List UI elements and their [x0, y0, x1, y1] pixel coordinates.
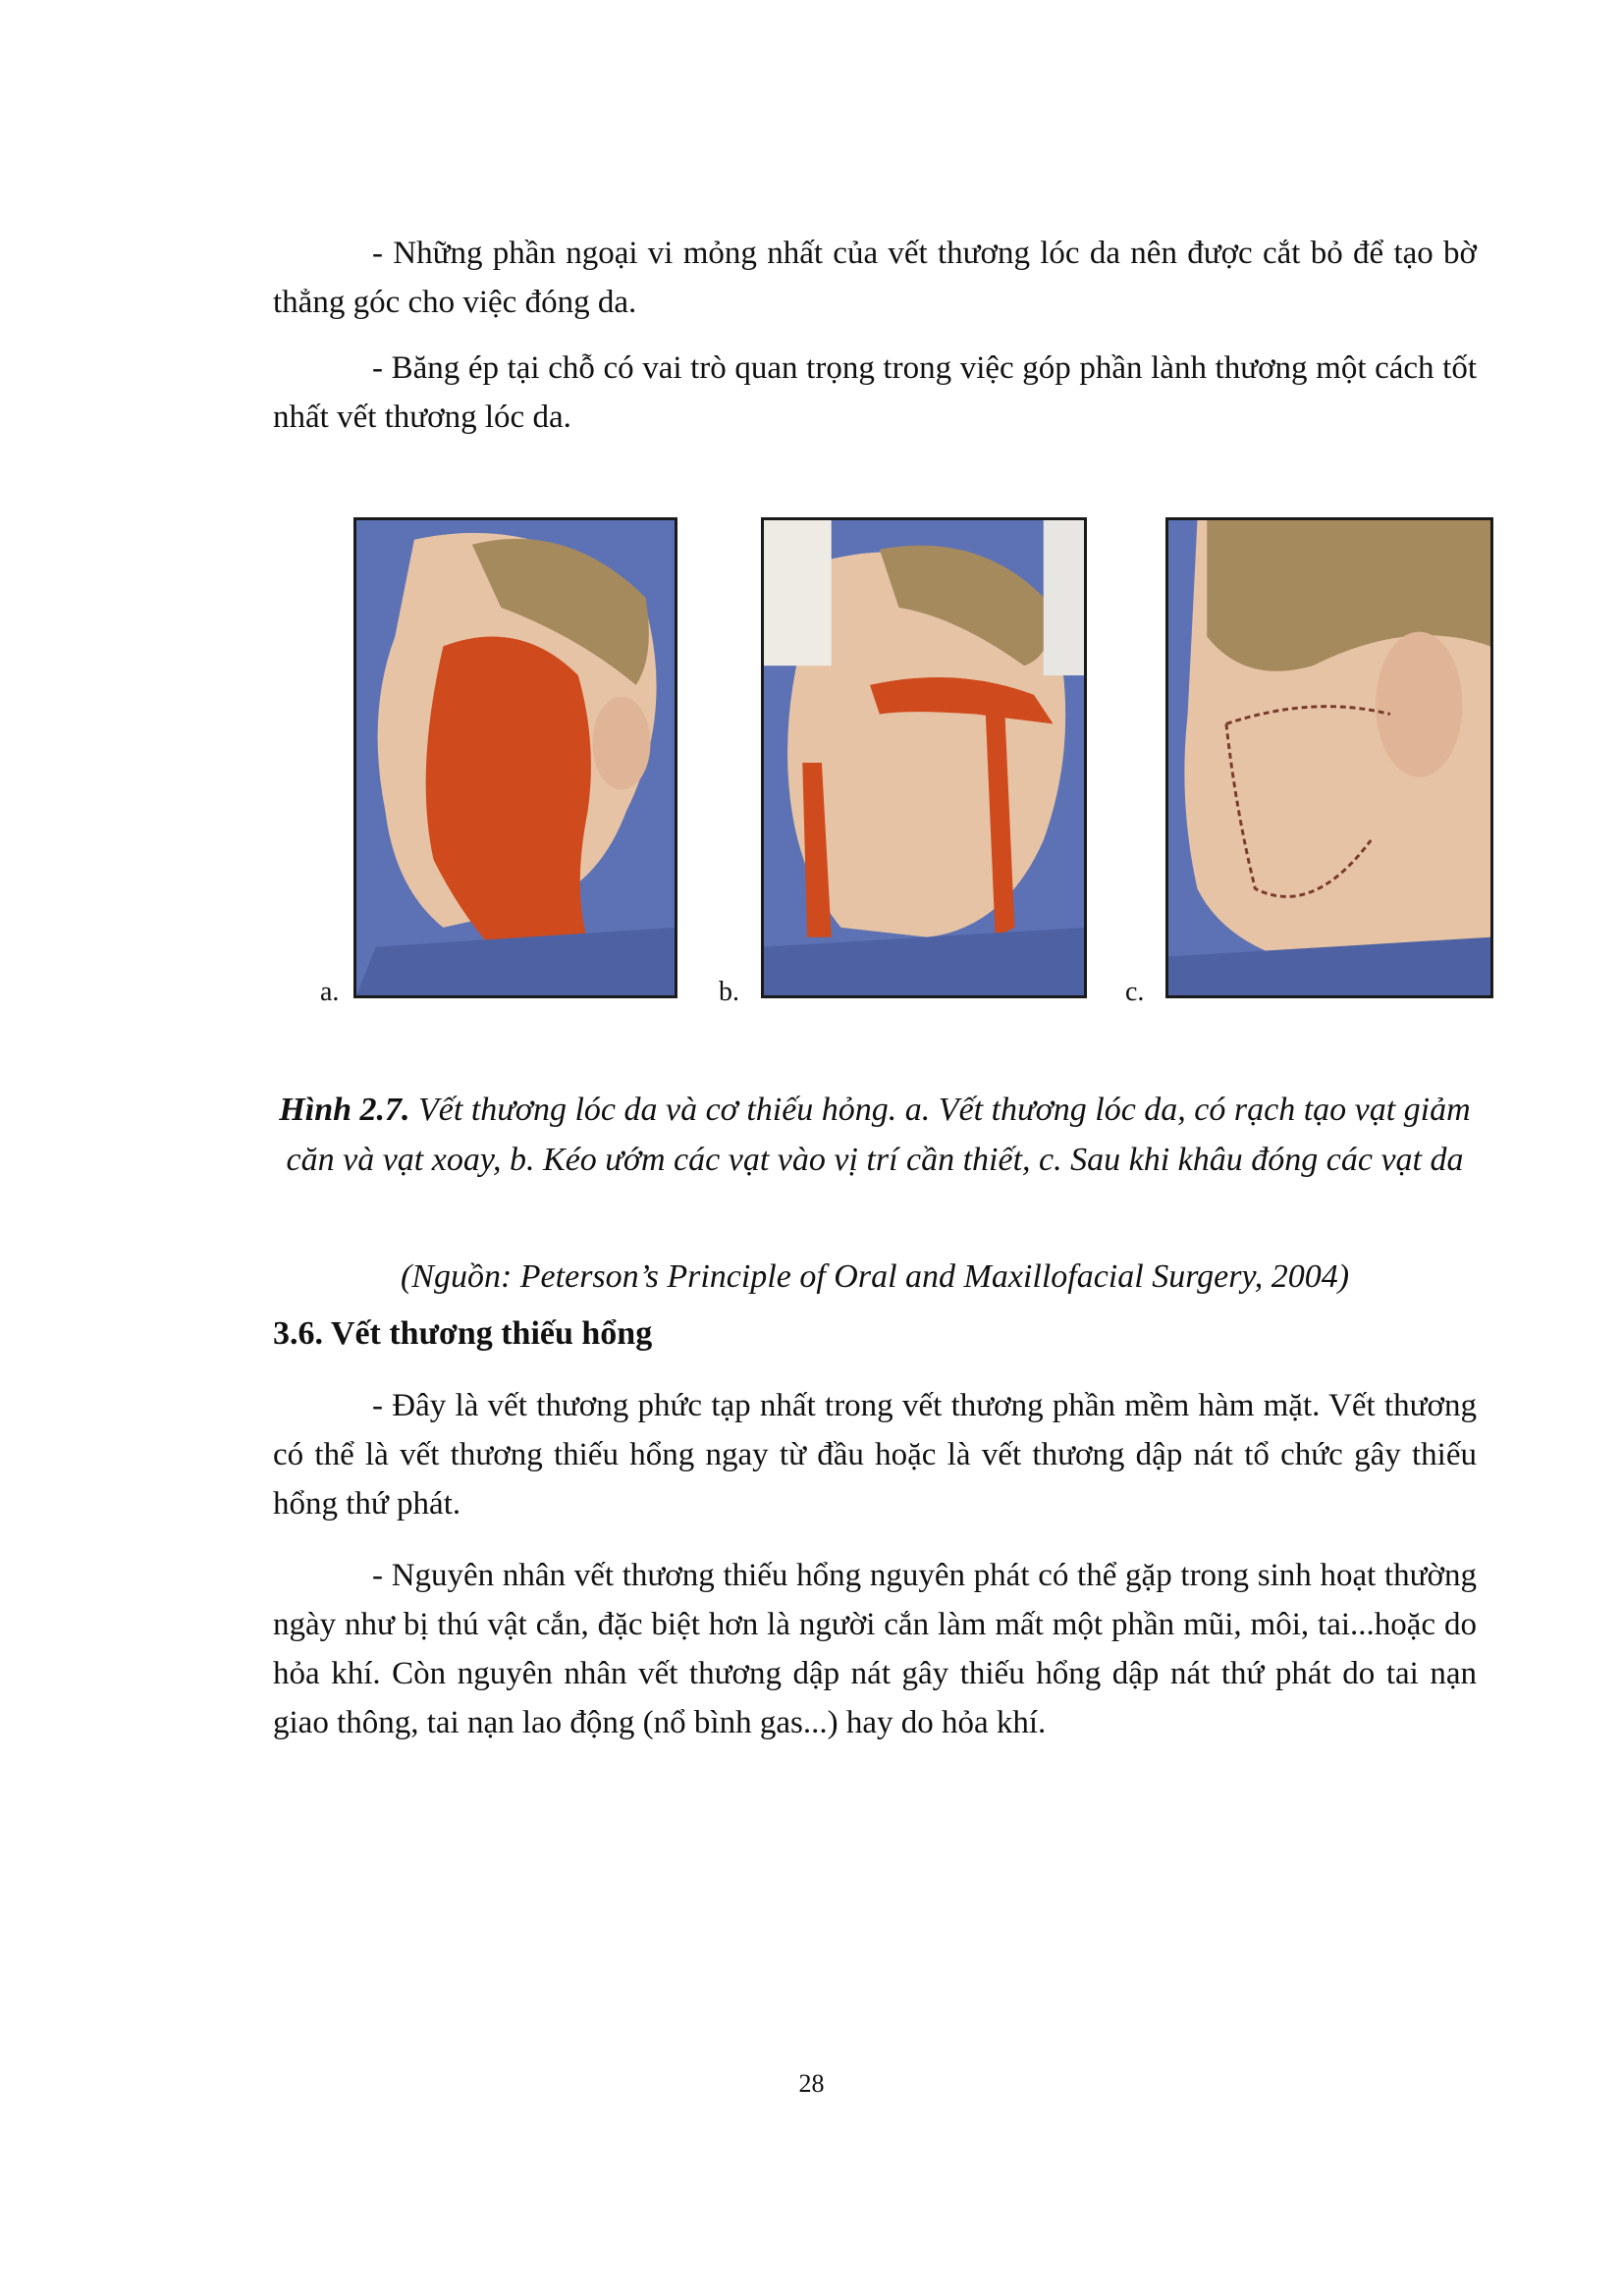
paragraph-pressure-dressing: - Băng ép tại chỗ có vai trò quan trọng trong việc góp phần lành thương một cách tốt nhất vết thương lóc da. [273, 350, 1477, 435]
panel-label-b: b. [719, 977, 739, 1007]
figure-2-7 [314, 517, 1492, 1008]
paragraph-complex-wound: - Đây là vết thương phức tạp nhất trong vết thương phần mềm hàm mặt. Vết thương có thể là vết thương thiếu hổng ngay từ đầu hoặc là vết thương dập nát tổ chức gây thiếu hổng thứ phát. [273, 1388, 1477, 1522]
page-number: 28 [798, 2069, 825, 2098]
section-heading: 3.6. Vết thương thiếu hổng [273, 1315, 653, 1352]
figure-number: Hình 2.7. [279, 1092, 410, 1128]
figure-source: (Nguồn: Peterson’s Principle of Oral and Maxillofacial Surgery, 2004) [400, 1258, 1350, 1295]
photo-degloving-wound [356, 520, 675, 995]
photo-panel-a [353, 517, 677, 998]
panel-label-a: a. [320, 977, 340, 1007]
paragraph-peripheral-excision: - Những phần ngoại vi mỏng nhất của vết thương lóc da nên được cắt bỏ để tạo bờ thẳng góc cho việc đóng da. [273, 236, 1477, 320]
figure-caption [273, 1085, 1477, 1185]
paragraph-causes: - Nguyên nhân vết thương thiếu hổng nguyên phát có thể gặp trong sinh hoạt thường ngày như bị thú vật cắn, đặc biệt hơn là người cắn làm mất một phần mũi, môi, tai...hoặc do hỏa khí. Còn nguyên nhân vết thương dập nát gây thiếu hổng dập nát thứ phát do tai nạn giao thông, tai nạn lao động (nổ bình gas...) hay do hỏa khí. [273, 1558, 1477, 1740]
figure-caption-text: Vết thương lóc da và cơ thiếu hỏng. a. Vết thương lóc da, có rạch tạo vạt giảm căn và vạt xoay, b. Kéo ướm các vạt vào vị trí cần thiết, c. Sau khi khâu đóng các vạt da [286, 1092, 1471, 1178]
photo-panel-b [761, 517, 1087, 998]
photo-after-closure [1168, 520, 1490, 995]
panel-label-c: c. [1125, 977, 1145, 1007]
photo-flap-advancement [764, 520, 1084, 995]
photo-panel-c [1165, 517, 1493, 998]
